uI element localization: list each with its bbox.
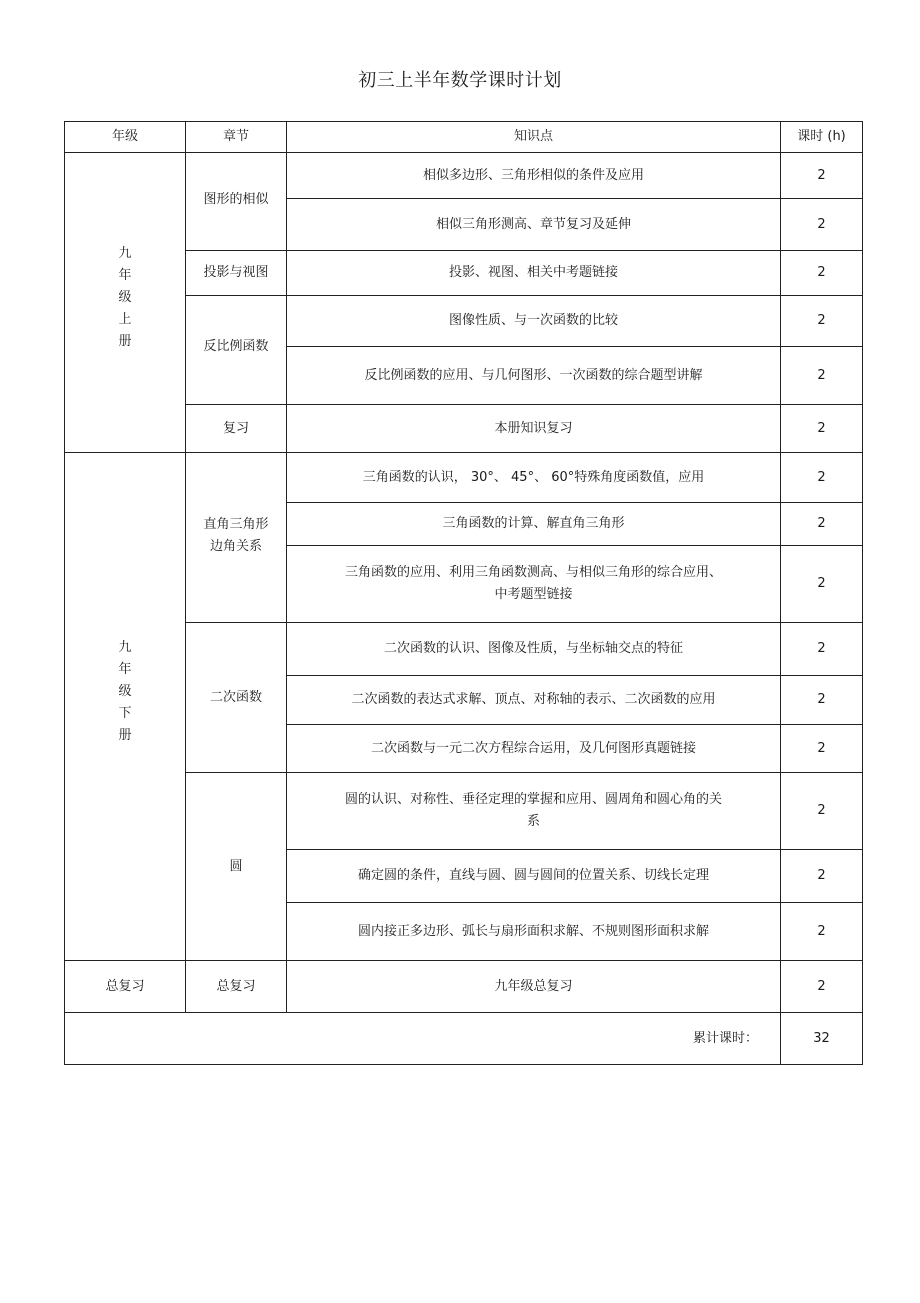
table-row xyxy=(65,453,863,503)
chapter-cell: 二次函数 xyxy=(186,623,287,773)
topic-cell xyxy=(287,773,781,850)
grade-char: 下 xyxy=(118,705,132,721)
topic-line: 系 xyxy=(526,814,540,829)
grade-cell-review: 总复习 xyxy=(65,961,186,1013)
topic-cell: 三角函数的计算、解直角三角形 xyxy=(287,503,781,546)
grade-char: 九 xyxy=(118,245,132,261)
hours-cell: 2 xyxy=(781,453,863,503)
total-label: 累计课时： xyxy=(65,1013,781,1065)
header-hours: 课时 (h) xyxy=(781,122,863,153)
topic-cell: 圆内接正多边形、弧长与扇形面积求解、不规则图形面积求解 xyxy=(287,903,781,961)
topic-cell: 三角函数的认识， 30°、 45°、 60°特殊角度函数值，应用 xyxy=(287,453,781,503)
topic-cell: 图像性质、与一次函数的比较 xyxy=(287,296,781,347)
topic-cell: 九年级总复习 xyxy=(287,961,781,1013)
topic-line: 圆的认识、对称性、垂径定理的掌握和应用、圆周角和圆心角的关 xyxy=(344,792,722,807)
hours-cell: 2 xyxy=(781,903,863,961)
header-grade: 年级 xyxy=(65,122,186,153)
hours-cell: 2 xyxy=(781,405,863,453)
lesson-plan-table xyxy=(64,121,863,1065)
topic-cell: 确定圆的条件，直线与圆、圆与圆间的位置关系、切线长定理 xyxy=(287,850,781,903)
grade-char: 级 xyxy=(118,683,132,699)
page-title: 初三上半年数学课时计划 xyxy=(358,70,562,91)
hours-cell: 2 xyxy=(781,850,863,903)
hours-cell: 2 xyxy=(781,153,863,199)
hours-cell: 2 xyxy=(781,961,863,1013)
topic-cell: 投影、视图、相关中考题链接 xyxy=(287,251,781,296)
chapter-name-line: 边角关系 xyxy=(209,538,262,554)
table-row xyxy=(65,961,863,1013)
grade-char: 册 xyxy=(118,333,132,349)
topic-cell: 反比例函数的应用、与几何图形、一次函数的综合题型讲解 xyxy=(287,347,781,405)
grade-cell-lower xyxy=(65,453,186,961)
topic-cell: 本册知识复习 xyxy=(287,405,781,453)
chapter-name-line: 直角三角形 xyxy=(203,516,269,532)
chapter-cell: 反比例函数 xyxy=(186,296,287,405)
topic-cell: 二次函数的认识、图像及性质，与坐标轴交点的特征 xyxy=(287,623,781,676)
hours-cell: 2 xyxy=(781,251,863,296)
hours-cell: 2 xyxy=(781,503,863,546)
topic-line: 中考题型链接 xyxy=(494,587,573,602)
hours-cell: 2 xyxy=(781,546,863,623)
header-row xyxy=(65,122,863,153)
header-chapter: 章节 xyxy=(186,122,287,153)
hours-cell: 2 xyxy=(781,296,863,347)
topic-cell: 二次函数与一元二次方程综合运用，及几何图形真题链接 xyxy=(287,725,781,773)
hours-cell: 2 xyxy=(781,773,863,850)
total-value: 32 xyxy=(781,1013,863,1065)
topic-cell xyxy=(287,546,781,623)
hours-cell: 2 xyxy=(781,347,863,405)
total-row xyxy=(65,1013,863,1065)
topic-cell: 相似多边形、三角形相似的条件及应用 xyxy=(287,153,781,199)
topic-cell: 二次函数的表达式求解、顶点、对称轴的表示、二次函数的应用 xyxy=(287,676,781,725)
grade-char: 九 xyxy=(118,639,132,655)
hours-cell: 2 xyxy=(781,199,863,251)
grade-cell-upper xyxy=(65,153,186,453)
header-knowledge: 知识点 xyxy=(287,122,781,153)
chapter-cell: 总复习 xyxy=(186,961,287,1013)
chapter-cell: 圆 xyxy=(186,773,287,961)
chapter-cell: 投影与视图 xyxy=(186,251,287,296)
grade-char: 年 xyxy=(118,267,132,283)
chapter-cell: 图形的相似 xyxy=(186,153,287,251)
grade-char: 上 xyxy=(118,311,132,327)
hours-cell: 2 xyxy=(781,676,863,725)
grade-char: 册 xyxy=(118,727,132,743)
grade-char: 年 xyxy=(118,661,132,677)
chapter-cell xyxy=(186,453,287,623)
hours-cell: 2 xyxy=(781,725,863,773)
grade-char: 级 xyxy=(118,289,132,305)
topic-cell: 相似三角形测高、章节复习及延伸 xyxy=(287,199,781,251)
hours-cell: 2 xyxy=(781,623,863,676)
chapter-cell: 复习 xyxy=(186,405,287,453)
table-row xyxy=(65,153,863,199)
topic-line: 三角函数的应用、利用三角函数测高、与相似三角形的综合应用、 xyxy=(344,565,722,580)
